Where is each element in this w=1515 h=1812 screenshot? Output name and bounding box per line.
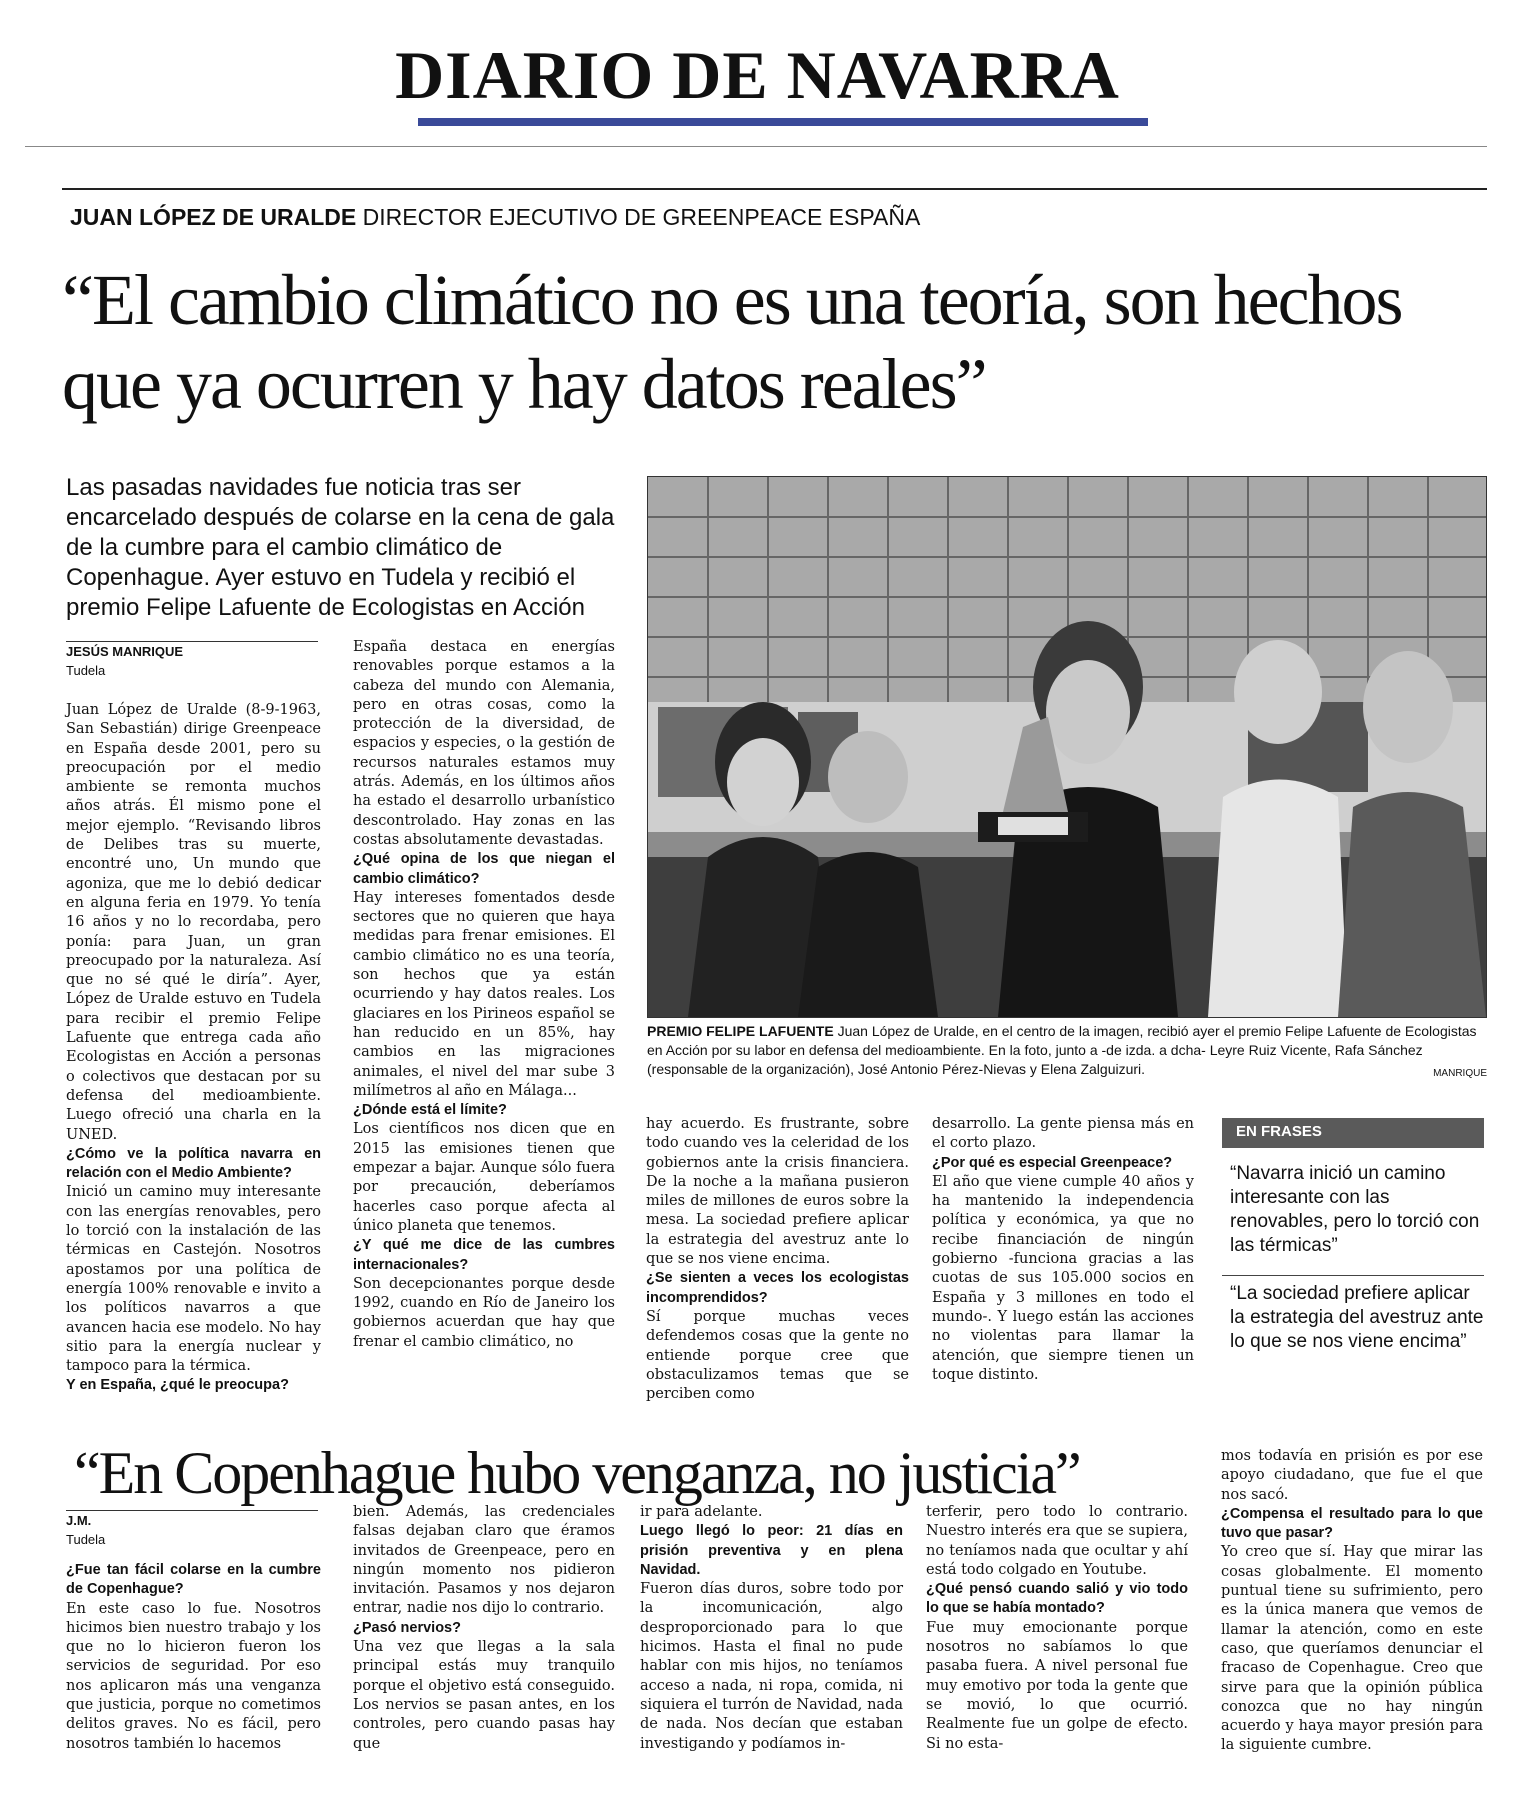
byline2-location: Tudela <box>66 1532 106 1547</box>
frases-title: EN FRASES <box>1236 1123 1322 1140</box>
interview-question: ¿Y qué me dice de las cumbres internacionales? <box>353 1237 615 1273</box>
article-paragraph: hay acuerdo. Es frustrante, sobre todo cuando ves la celeridad de los gobiernos ante la crisis financiera. De la noche a la mañana pusieron miles de millones de euros sobre la mesa. La sociedad prefiere aplicar la estrategia del avestruz ante lo que se nos viene encima. <box>646 1116 909 1268</box>
article-paragraph: terferir, pero todo lo contrario. Nuestro interés era que se supiera, no teníamos nada que ocultar y ahí está todo colgado en Youtube. <box>926 1504 1188 1578</box>
article-paragraph: En este caso lo fue. Nosotros hicimos bien nuestro trabajo y los que no lo hicieron fueron los servicios de seguridad. Por eso nos aplicaron más una venganza que justicia, porque no cometimos delitos graves. No es fácil, pero nosotros también lo hacemos <box>66 1600 321 1752</box>
photo-illustration <box>648 477 1486 1017</box>
masthead-rule <box>25 146 1487 147</box>
interview-question: Luego llegó lo peor: 21 días en prisión preventiva y en plena Navidad. <box>640 1523 903 1578</box>
article2-column-5 <box>1221 1447 1483 1756</box>
article2-column-2 <box>353 1503 615 1754</box>
article2-column-4 <box>926 1503 1188 1754</box>
article-paragraph: Son decepcionantes porque desde 1992, cuando en Río de Janeiro los gobiernos acuerdan que hay que frenar el cambio climático, no <box>353 1275 615 1350</box>
article-column-3 <box>646 1115 909 1404</box>
article-column-4 <box>932 1115 1194 1385</box>
headline-2: “En Copenhague hubo venganza, no justicia” <box>74 1440 1080 1506</box>
masthead-underline <box>418 118 1148 126</box>
article-paragraph: desarrollo. La gente piensa más en el corto plazo. <box>932 1116 1194 1152</box>
interview-question: Y en España, ¿qué le preocupa? <box>66 1377 289 1394</box>
kicker-role: DIRECTOR EJECUTIVO DE GREENPEACE ESPAÑA <box>362 204 921 230</box>
photo-credit: MANRIQUE <box>1433 1068 1487 1079</box>
headline: “El cambio climático no es una teoría, son hechos que ya ocurren y hay datos reales” <box>62 260 1402 424</box>
frases-divider <box>1222 1275 1484 1276</box>
article-paragraph: ir para adelante. <box>640 1504 763 1520</box>
article-paragraph: España destaca en energías renovables porque estamos a la cabeza del mundo con Alemania, pero en otras cosas, como la protección de la diversidad, de espacios y especies, o la gestión de recursos naturales estamos muy atrás. Además, en los últimos años ha estado el desarrollo urbanístico descontrolado. Hay zonas en las costas absolutamente devastadas. <box>353 639 615 848</box>
interview-question: ¿Qué opina de los que niegan el cambio climático? <box>353 851 615 887</box>
kicker <box>70 204 920 231</box>
frases-quote-2: “La sociedad prefiere aplicar la estrategia del avestruz ante lo que se nos viene encima” <box>1230 1283 1484 1352</box>
frases-quote-1: “Navarra inició un camino interesante con las renovables, pero lo torció con las térmicas” <box>1230 1163 1480 1256</box>
interview-question: ¿Dónde está el límite? <box>353 1102 507 1119</box>
article-paragraph: Sí porque muchas veces defendemos cosas que la gente no entiende porque cree que obstaculizamos temas que se perciben como <box>646 1308 909 1403</box>
interview-question: ¿Compensa el resultado para lo que tuvo que pasar? <box>1221 1505 1483 1542</box>
standfirst: Las pasadas navidades fue noticia tras ser encarcelado después de colarse en la cena de gala de la cumbre para el cambio climático de Copenhague. Ayer estuvo en Tudela y recibió el premio Felipe Lafuente de Ecologistas en Acción <box>66 474 615 621</box>
caption-text: Juan López de Uralde, en el centro de la imagen, recibió ayer el premio Felipe Lafuente de Ecologistas en Acción por su labor en defensa del medioambiente. En la foto, junto a -de izda. a dcha- Leyre Ruiz Vicente, Rafa Sánchez (responsable de la organización), José Antonio Pérez-Nievas y Elena Zalguizuri. <box>647 1023 1477 1077</box>
interview-question: ¿Cómo ve la política navarra en relación con el Medio Ambiente? <box>66 1145 321 1182</box>
article-paragraph: Yo creo que sí. Hay que mirar las cosas globalmente. El momento puntual tiene su sufrimiento, pero es la única manera que vemos de llamar la atención, como en este caso, que queríamos denunciar el fracaso de Copenhague. Creo que sirve para que la opinión pública conozca que no hay ningún acuerdo y haya mayor presión para la siguiente cumbre. <box>1221 1544 1483 1754</box>
article-paragraph: Una vez que llegas a la sala principal estás muy tranquilo porque el objetivo está conseguido. Los nervios se pasan antes, en los controles, pero cuando pasas hay que <box>353 1639 615 1752</box>
byline-location: Tudela <box>66 663 106 678</box>
photo-caption <box>647 1022 1487 1083</box>
byline2-name: J.M. <box>66 1513 92 1528</box>
article-paragraph: Fue muy emocionante porque nosotros no sabíamos lo que pasaba fuera. A nivel personal fue muy emotivo por toda la gente que se movió, lo que ocurrió. Realmente fue un golpe de efecto. Si no esta- <box>926 1619 1188 1752</box>
article-paragraph: bien. Además, las credenciales falsas dejaban claro que éramos invitados de Greenpeace, pero en ningún momento nos pidieron invitación. Pasamos y nos dejaron entrar, nadie nos dijo lo contrario. <box>353 1504 615 1617</box>
caption-lead: PREMIO FELIPE LAFUENTE <box>647 1023 834 1039</box>
article-paragraph: Hay intereses fomentados desde sectores que no quieren que haya medidas para frenar emisiones. El cambio climático no es una teoría, son hechos que ya están ocurriendo y hay datos reales. Los glaciares en los Pirineos español se han reducido en un 85%, hay cambios en las migraciones animales, el nivel del mar sube 3 milímetros al año en Málaga... <box>353 889 615 1099</box>
interview-question: ¿Fue tan fácil colarse en la cumbre de Copenhague? <box>66 1562 321 1598</box>
byline2-rule <box>66 1510 318 1511</box>
section-rule <box>62 188 1487 190</box>
article-paragraph: Fueron días duros, sobre todo por la incomunicación, algo desproporcionado para lo que hicimos. Hasta el final no pude hablar con mis hijos, no teníamos acceso a nada, ni ropa, comida, ni siquiera el turrón de Navidad, nada de nada. Nos decían que estaban investigando y podíamos in- <box>640 1581 903 1752</box>
article-paragraph: Juan López de Uralde (8-9-1963, San Sebastián) dirige Greenpeace en España desde 2001, pero su preocupación por el medio ambiente se remonta muchos años atrás. Él mismo pone el mejor ejemplo. “Revisando libros de Delibes tras su muerte, encontré uno, Un mundo que agoniza, que me lo debió dedicar en alguna feria en 1979. Yo tenía 16 años y no lo recordaba, pero ponía: para Juan, un gran preocupado por la naturaleza. Así que no sé qué le diría”. Ayer, López de Uralde estuvo en Tudela para recibir el premio Felipe Lafuente que entrega cada año Ecologistas en Acción a personas o colectivos que destacan por su defensa del medioambiente. Luego ofreció una charla en la UNED. <box>66 702 321 1143</box>
interview-question: ¿Qué pensó cuando salió y vio todo lo que se había montado? <box>926 1581 1188 1617</box>
article2-column-1 <box>66 1561 321 1754</box>
masthead: DIARIO DE NAVARRA <box>395 37 1120 113</box>
article-paragraph: Los científicos nos dicen que en 2015 las emisiones tienen que empezar a bajar. Aunque sólo fuera por precaución, deberíamos hacerles caso porque afecta al único planeta que tenemos. <box>353 1121 615 1234</box>
byline-name: JESÚS MANRIQUE <box>66 644 184 659</box>
article-paragraph: Inició un camino muy interesante con las energías renovables, pero lo torció con la instalación de las térmicas en Castejón. Nosotros apostamos por una política de energía 100% renovable e invito a los políticos navarros a que avancen hacia ese modelo. No hay sitio para la energía nuclear y tampoco para la térmica. <box>66 1184 321 1375</box>
interview-question: ¿Se sienten a veces los ecologistas incomprendidos? <box>646 1270 909 1306</box>
kicker-name: JUAN LÓPEZ DE URALDE <box>70 204 357 230</box>
byline-rule <box>66 641 318 642</box>
article-paragraph: El año que viene cumple 40 años y ha mantenido la independencia política y económica, ya que no recibe financiación de ningún gobierno -funciona gracias a las cuotas de sus 105.000 socios en España y 3 millones en todo el mundo-. Y luego están las acciones no violentas para llamar la atención, que siempre tienen un toque distinto. <box>932 1173 1194 1383</box>
article-column-1 <box>66 701 321 1396</box>
article2-column-3 <box>640 1503 903 1754</box>
article-column-2 <box>353 638 615 1352</box>
article-paragraph: mos todavía en prisión es por ese apoyo ciudadano, que fue el que nos sacó. <box>1221 1448 1483 1503</box>
interview-question: ¿Por qué es especial Greenpeace? <box>932 1154 1173 1171</box>
interview-question: ¿Pasó nervios? <box>353 1619 461 1636</box>
award-photo <box>647 476 1487 1018</box>
